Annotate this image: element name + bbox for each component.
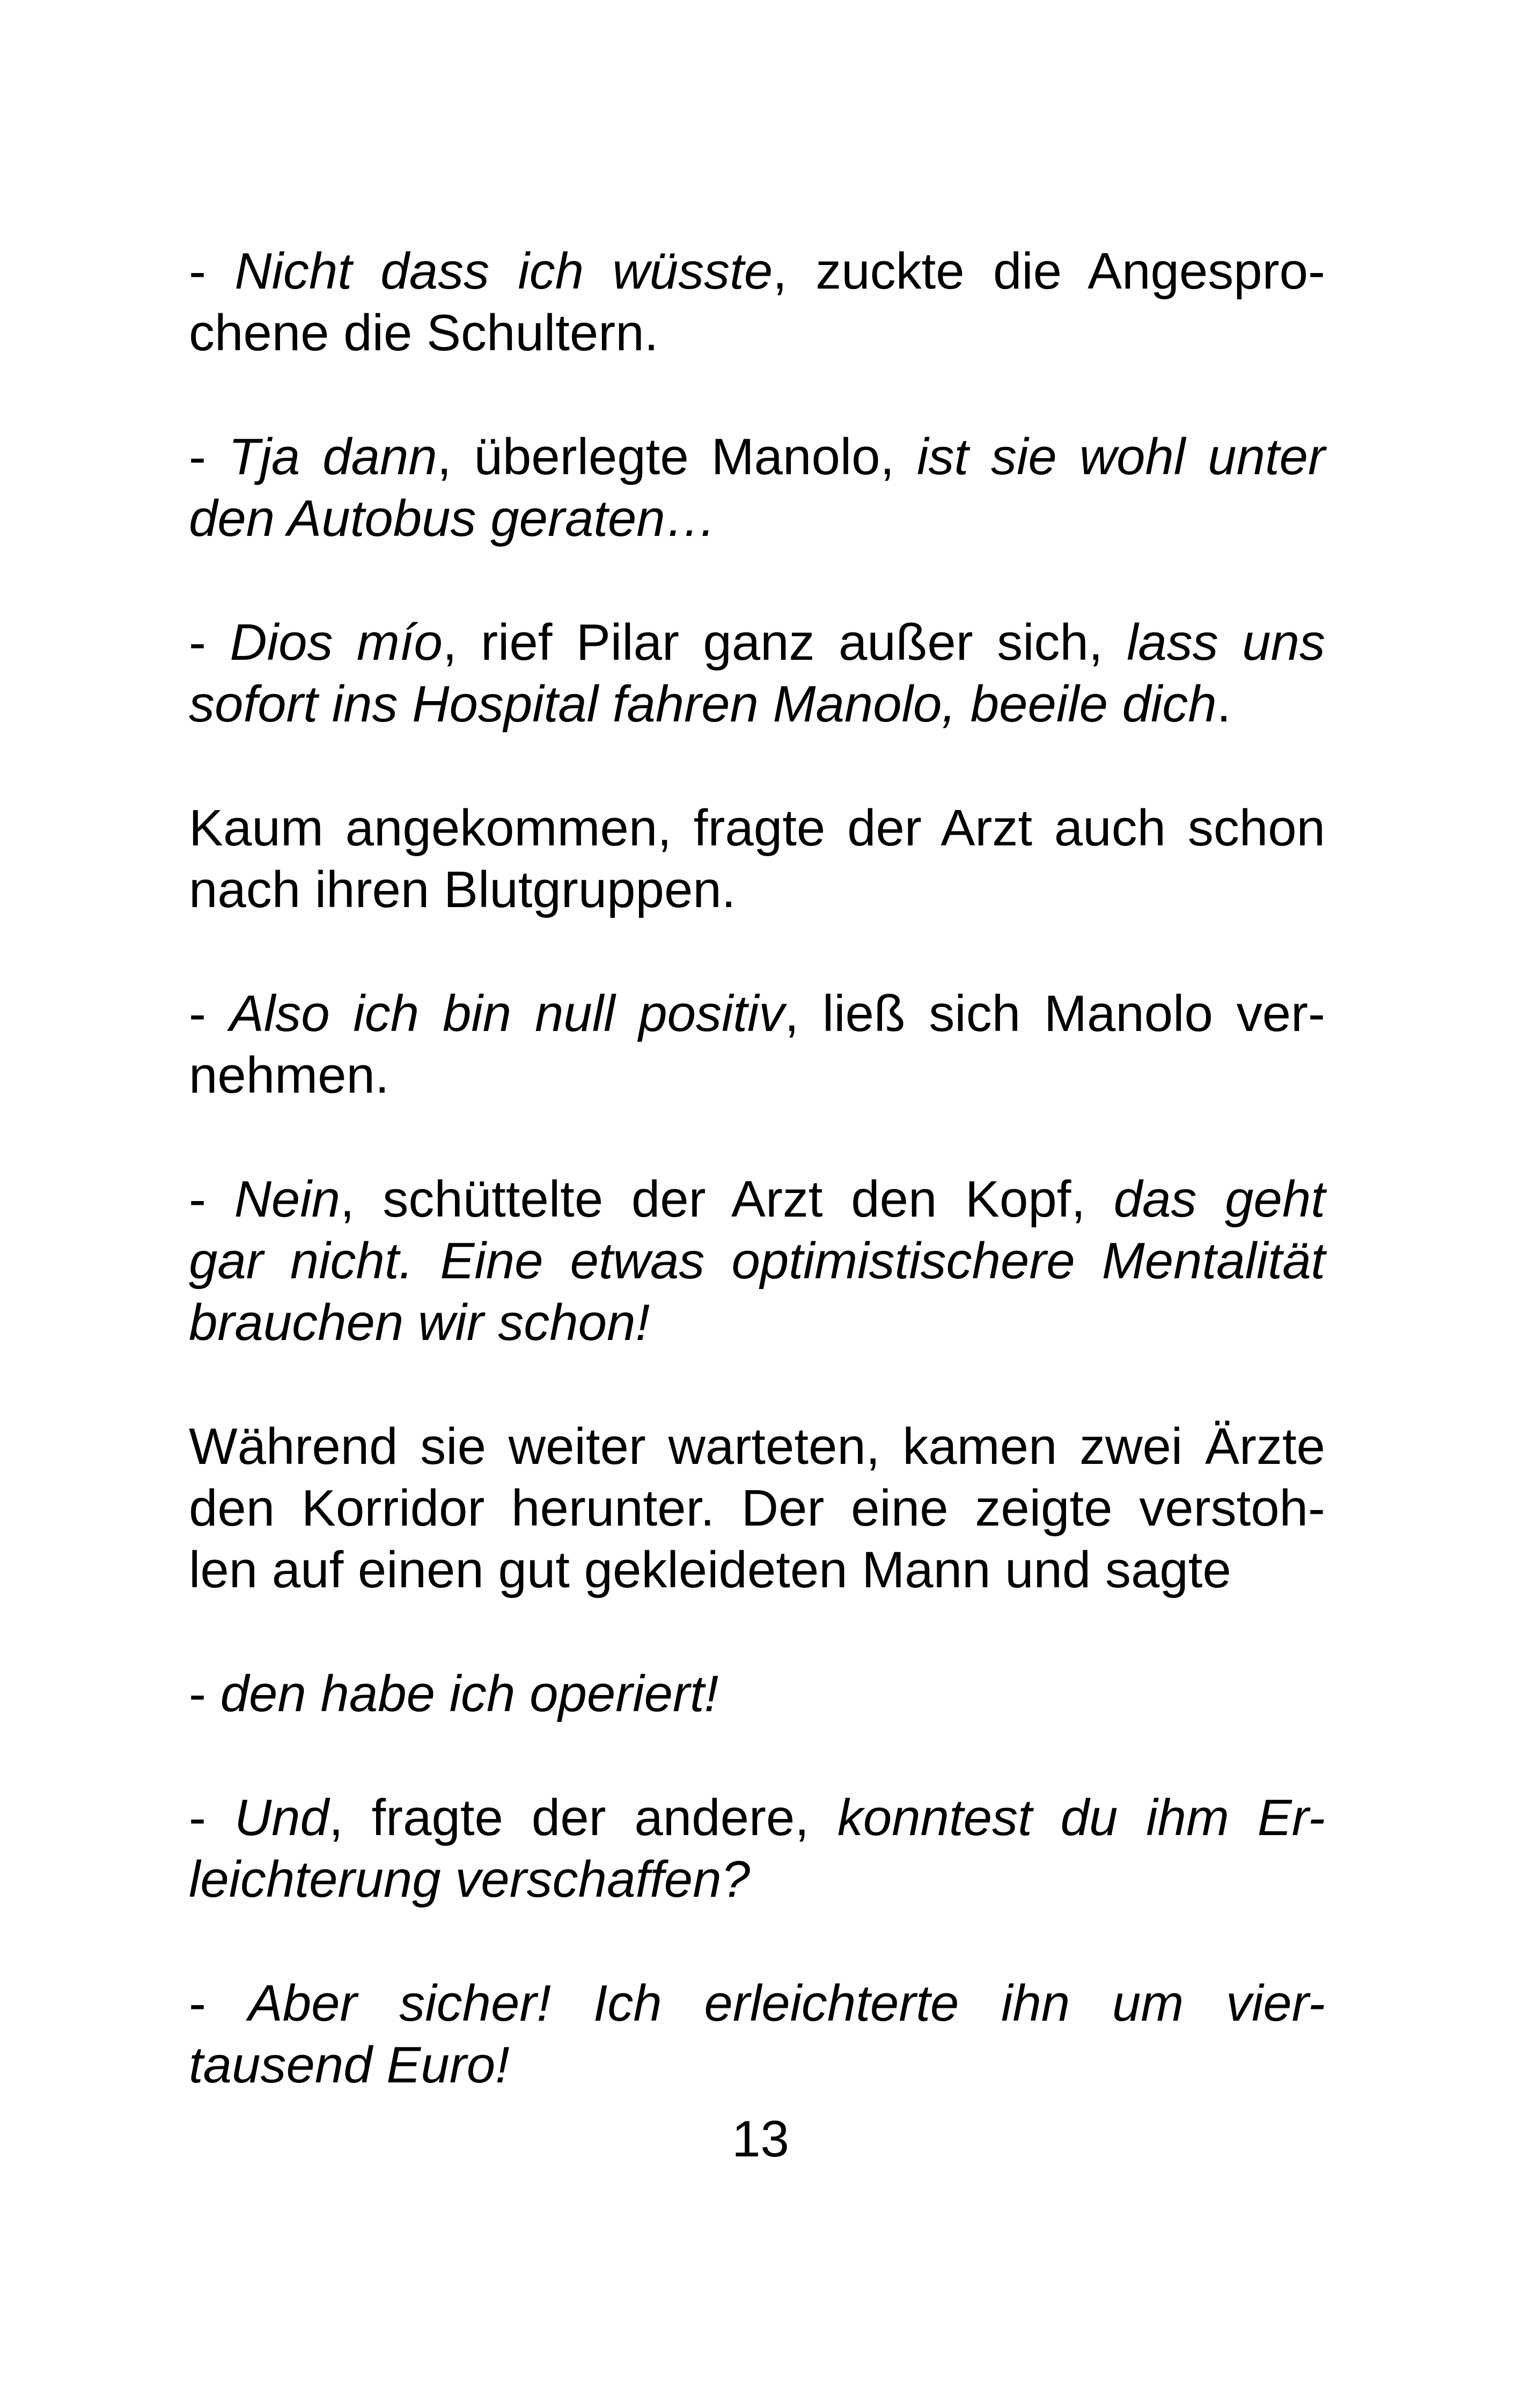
- text-line: [189, 1663, 1325, 1725]
- italic-text: Und: [234, 1789, 329, 1846]
- text-line: [189, 673, 1325, 735]
- italic-text: ist sie wohl unter: [917, 428, 1325, 485]
- plain-text: Während sie weiter warteten, kamen zwei Ärzte: [189, 1418, 1325, 1475]
- paragraph: [189, 1663, 1325, 1725]
- plain-text: .: [1216, 675, 1231, 733]
- italic-text: den habe ich operiert!: [220, 1665, 719, 1722]
- plain-text: , rief Pilar ganz außer sich,: [442, 614, 1127, 671]
- italic-text: Also ich bin null positiv: [229, 985, 785, 1042]
- plain-text: -: [189, 242, 235, 300]
- text-line: [189, 797, 1325, 859]
- italic-text: das geht: [1113, 1170, 1326, 1228]
- text-line: [189, 859, 1325, 921]
- plain-text: den Korridor herunter. Der eine zeigte verstoh-: [189, 1479, 1325, 1537]
- italic-text: Nicht dass ich wüsste: [234, 242, 773, 300]
- italic-text: sofort ins Hospital fahren Manolo, beeile dich: [189, 675, 1217, 733]
- text-line: [189, 983, 1325, 1044]
- plain-text: -: [189, 428, 229, 485]
- italic-text: Aber sicher! Ich erleichterte ihn um vier-: [248, 1975, 1326, 2032]
- plain-text: , zuckte die Angespro-: [773, 242, 1326, 300]
- plain-text: chene die Schultern.: [189, 304, 659, 362]
- text-line: [189, 240, 1325, 302]
- plain-text: -: [189, 1789, 234, 1846]
- plain-text: -: [189, 1170, 234, 1228]
- plain-text: nehmen.: [189, 1047, 390, 1104]
- italic-text: den Autobus geraten…: [189, 490, 717, 547]
- text-line: [189, 1477, 1325, 1539]
- paragraph: [189, 240, 1325, 364]
- plain-text: , ließ sich Manolo ver-: [784, 985, 1326, 1042]
- text-line: [189, 488, 1325, 549]
- plain-text: , überlegte Manolo,: [437, 428, 917, 485]
- italic-text: tausend Euro!: [189, 2036, 510, 2094]
- text-line: [189, 1787, 1325, 1849]
- italic-text: gar nicht. Eine etwas optimistischere Mentalität: [189, 1232, 1325, 1290]
- text-line: [189, 1292, 1325, 1353]
- paragraph: [189, 983, 1325, 1106]
- plain-text: , fragte der andere,: [328, 1789, 837, 1846]
- page-number: 13: [732, 2110, 789, 2168]
- italic-text: konntest du ihm Er-: [837, 1789, 1326, 1846]
- text-line: [189, 1044, 1325, 1106]
- plain-text: nach ihren Blutgruppen.: [189, 861, 736, 918]
- text-line: [189, 1849, 1325, 1910]
- text-line: [189, 1539, 1325, 1601]
- paragraph: [189, 1168, 1325, 1353]
- paragraph: [189, 1787, 1325, 1910]
- plain-text: -: [189, 985, 230, 1042]
- italic-text: Tja dann: [228, 428, 437, 485]
- text-line: [189, 612, 1325, 673]
- paragraph: [189, 1416, 1325, 1601]
- page-body-text: [189, 240, 1325, 2096]
- paragraph: [189, 797, 1325, 921]
- text-line: [189, 302, 1325, 364]
- text-line: [189, 2034, 1325, 2096]
- paragraph: [189, 1972, 1325, 2096]
- text-line: [189, 426, 1325, 488]
- paragraph: [189, 426, 1325, 549]
- italic-text: brauchen wir schon!: [189, 1294, 650, 1351]
- plain-text: -: [189, 1665, 221, 1722]
- plain-text: -: [189, 1975, 248, 2032]
- plain-text: -: [189, 614, 230, 671]
- text-line: [189, 1168, 1325, 1230]
- text-line: [189, 1416, 1325, 1477]
- text-line: [189, 1230, 1325, 1292]
- italic-text: Nein: [234, 1170, 341, 1228]
- italic-text: lass uns: [1127, 614, 1326, 671]
- italic-text: Dios mío: [230, 614, 443, 671]
- plain-text: Kaum angekommen, fragte der Arzt auch schon: [189, 799, 1325, 857]
- text-line: [189, 1972, 1325, 2034]
- plain-text: len auf einen gut gekleideten Mann und sagte: [189, 1541, 1231, 1599]
- italic-text: leichterung verschaffen?: [189, 1851, 750, 1908]
- plain-text: , schüttelte der Arzt den Kopf,: [340, 1170, 1114, 1228]
- paragraph: [189, 612, 1325, 735]
